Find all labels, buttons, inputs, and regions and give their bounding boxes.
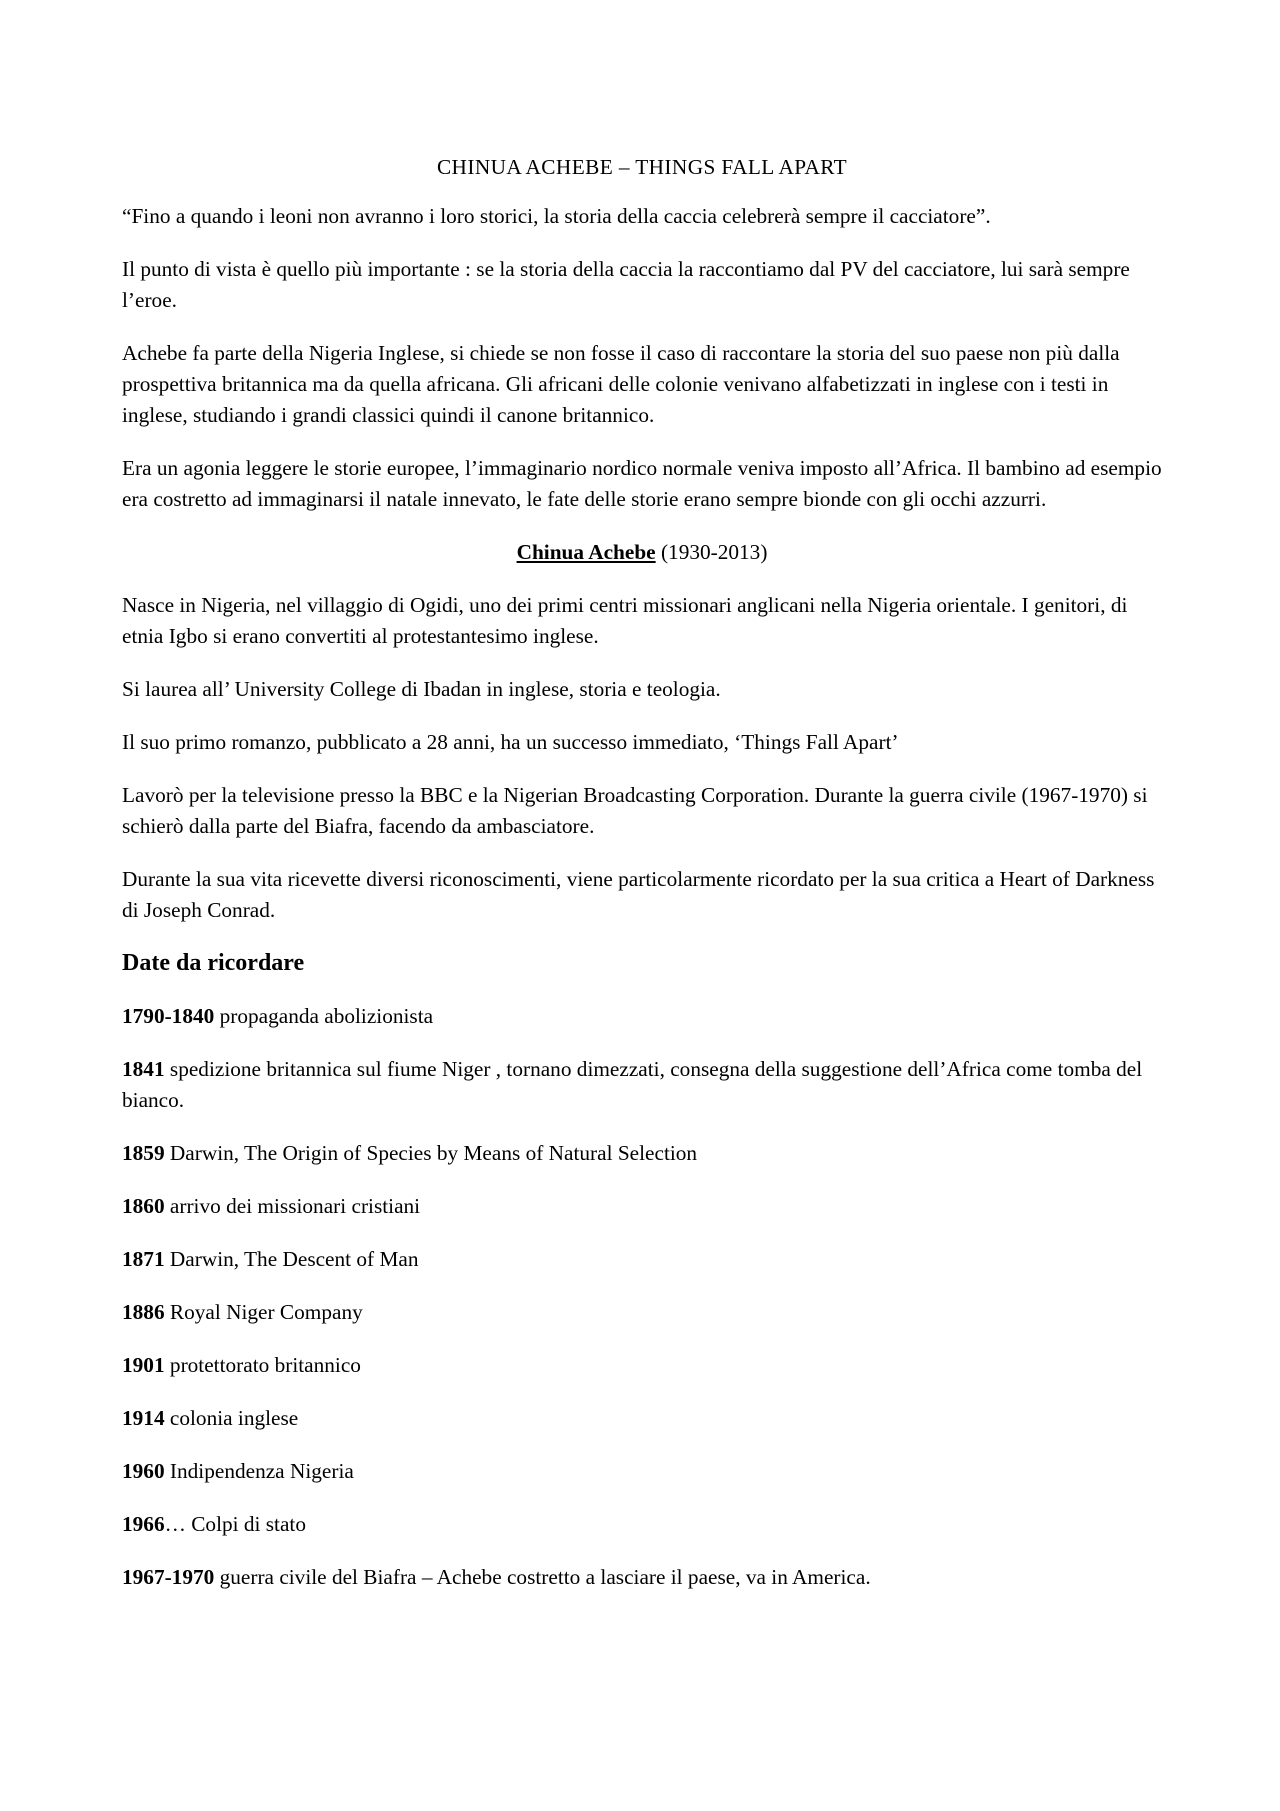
date-text: arrivo dei missionari cristiani	[164, 1194, 421, 1218]
bio-paragraph-first-novel: Il suo primo romanzo, pubblicato a 28 anni, ha un successo immediato, ‘Things Fall Apart’	[122, 730, 899, 754]
date-text: Darwin, The Descent of Man	[164, 1247, 419, 1271]
date-year: 1960	[122, 1459, 165, 1483]
date-entry	[122, 1403, 1162, 1434]
date-text: Royal Niger Company	[164, 1300, 363, 1324]
date-text: propaganda abolizionista	[214, 1004, 434, 1028]
date-year: 1859	[122, 1141, 165, 1165]
date-text: Indipendenza Nigeria	[164, 1459, 354, 1483]
bio-paragraph-degree: Si laurea all’ University College di Ibadan in inglese, storia e teologia.	[122, 677, 721, 701]
date-text: Darwin, The Origin of Species by Means of Natural Selection	[164, 1141, 698, 1165]
author-name: Chinua Achebe	[516, 540, 656, 564]
date-year: 1966	[122, 1512, 165, 1536]
date-text: guerra civile del Biafra – Achebe costretto a lasciare il paese, va in America.	[214, 1565, 871, 1589]
bio-paragraph-career: Lavorò per la televisione presso la BBC e la Nigerian Broadcasting Corporation. Durante la guerra civile (1967-1970) si schierò dalla parte del Biafra, facendo da ambasciatore.	[122, 783, 1148, 838]
author-years: (1930-2013)	[655, 540, 768, 564]
date-year: 1841	[122, 1057, 165, 1081]
opening-quote: “Fino a quando i leoni non avranno i loro storici, la storia della caccia celebrerà sempre il cacciatore”.	[122, 204, 991, 228]
paragraph-nigeria-inglese: Achebe fa parte della Nigeria Inglese, si chiede se non fosse il caso di raccontare la storia del suo paese non più dalla prospettiva britannica ma da quella africana. Gli africani delle colonie venivano alfabetizzati in inglese con i testi in inglese, studiando i grandi classici quindi il canone britannico.	[122, 341, 1120, 427]
paragraph-agonia: Era un agonia leggere le storie europee, l’immaginario nordico normale veniva imposto all’Africa. Il bambino ad esempio era costretto ad immaginarsi il natale innevato, le fate delle storie erano sempre bionde con gli occhi azzurri.	[122, 456, 1162, 511]
date-entry	[122, 1054, 1162, 1116]
date-text: protettorato britannico	[164, 1353, 361, 1377]
author-heading	[122, 537, 1162, 568]
date-entry	[122, 1244, 1162, 1275]
date-entry	[122, 1001, 1162, 1032]
date-year: 1901	[122, 1353, 165, 1377]
date-entry	[122, 1297, 1162, 1328]
dates-heading: Date da ricordare	[122, 950, 305, 976]
date-year: 1790-1840	[122, 1004, 215, 1028]
document-title: CHINUA ACHEBE – THINGS FALL APART	[436, 155, 848, 179]
date-year: 1967-1970	[122, 1565, 215, 1589]
date-year: 1886	[122, 1300, 165, 1324]
date-text: … Colpi di stato	[164, 1512, 306, 1536]
bio-paragraph-recognition: Durante la sua vita ricevette diversi riconoscimenti, viene particolarmente ricordato per la sua critica a Heart of Darkness di Joseph Conrad.	[122, 867, 1155, 922]
date-entry	[122, 1562, 1162, 1593]
paragraph-point-of-view: Il punto di vista è quello più importante : se la storia della caccia la raccontiamo dal PV del cacciatore, lui sarà sempre l’eroe.	[122, 257, 1130, 312]
date-entry	[122, 1191, 1162, 1222]
date-entry	[122, 1138, 1162, 1169]
date-text: colonia inglese	[164, 1406, 299, 1430]
date-year: 1871	[122, 1247, 165, 1271]
date-entry	[122, 1456, 1162, 1487]
date-entry	[122, 1350, 1162, 1381]
document-page	[122, 152, 1162, 1615]
date-year: 1914	[122, 1406, 165, 1430]
bio-paragraph-birth: Nasce in Nigeria, nel villaggio di Ogidi, uno dei primi centri missionari anglicani nella Nigeria orientale. I genitori, di etnia Igbo si erano convertiti al protestantesimo inglese.	[122, 593, 1128, 648]
date-year: 1860	[122, 1194, 165, 1218]
date-text: spedizione britannica sul fiume Niger , tornano dimezzati, consegna della suggestione dell’Africa come tomba del bianco.	[122, 1057, 1143, 1112]
date-entry	[122, 1509, 1162, 1540]
